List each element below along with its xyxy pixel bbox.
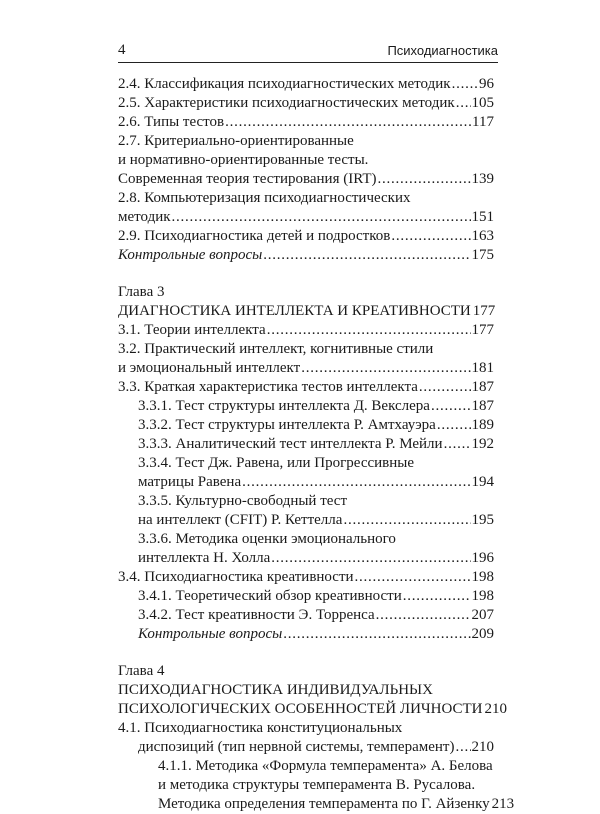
leader-dots (301, 359, 470, 378)
toc-entry-3-1[interactable]: 3.1. Теории интеллекта . . . 177 (118, 321, 494, 340)
leader-dots (391, 227, 470, 246)
toc-page: 177 (471, 322, 494, 338)
leader-dots (271, 549, 470, 568)
leader-dots (403, 587, 471, 606)
leader-dots (263, 246, 470, 265)
toc-page: 139 (471, 171, 494, 187)
toc-page: 195 (471, 512, 494, 528)
leader-dots (343, 511, 470, 530)
leader-dots (431, 397, 471, 416)
toc-entry-3-4[interactable]: 3.4. Психодиагностика креативности . . . 198 (118, 568, 494, 587)
chapter-3-label: Глава 3 (118, 284, 165, 300)
leader-dots (437, 416, 471, 435)
leader-dots (377, 170, 470, 189)
toc-entry-2-7[interactable] (118, 132, 494, 189)
leader-dots (355, 568, 471, 587)
toc-entry-3-3-4[interactable]: 3.3.4. Тест Дж. Равена, или Прогрессивные матрицы Равена . . . 194 (118, 454, 494, 492)
toc-page: 175 (471, 247, 494, 263)
toc-page: 151 (471, 209, 494, 225)
toc-entry-title: 2.6. Типы тестов (118, 114, 225, 130)
running-head: Психодиагностика (387, 43, 498, 58)
toc-entry-title: Контрольные вопросы (118, 247, 263, 263)
page-number: 4 (118, 42, 126, 58)
toc-entry-3-3-3[interactable]: 3.3.3. Аналитический тест интеллекта Р. Мейли . . . 192 (118, 435, 494, 454)
leader-dots (419, 378, 471, 397)
toc-entry-3-3-2[interactable]: 3.3.2. Тест структуры интеллекта Р. Амтхауэра . . . 189 (118, 416, 494, 435)
toc-entry-title: 2.4. Классификация психодиагностических методик (118, 76, 451, 92)
toc-page: 207 (471, 607, 494, 623)
toc-page: 181 (471, 360, 494, 376)
toc-entry-title-line: методик (118, 209, 171, 225)
toc-page: 117 (472, 114, 494, 130)
toc-entry-4-1[interactable]: 4.1. Психодиагностика конституциональных диспозиций (тип нервной системы, темперамент) . . . 210 (118, 719, 494, 757)
toc-entry-2-5[interactable] (118, 94, 494, 113)
toc-page: 192 (471, 436, 494, 452)
toc-entry-3-3-1[interactable]: 3.3.1. Тест структуры интеллекта Д. Векслера . . . 187 (118, 397, 494, 416)
toc-entry-title: 2.9. Психодиагностика детей и подростков (118, 228, 391, 244)
chapter-title: ДИАГНОСТИКА ИНТЕЛЛЕКТА И КРЕАТИВНОСТИ (118, 303, 471, 319)
toc-page: 187 (471, 379, 494, 395)
toc-entry-2-4[interactable] (118, 75, 494, 94)
leader-dots (452, 75, 478, 94)
toc-page: 209 (471, 626, 494, 642)
toc-entry-2-9[interactable] (118, 227, 494, 246)
toc-page: 198 (471, 569, 494, 585)
toc-entry-3-4-1[interactable]: 3.4.1. Теоретический обзор креативности . . . 198 (118, 587, 494, 606)
leader-dots (283, 625, 470, 644)
toc-entry-2-8[interactable] (118, 189, 494, 227)
chapter-title-line: ПСИХОДИАГНОСТИКА ИНДИВИДУАЛЬНЫХ (118, 682, 433, 698)
leader-dots (172, 208, 471, 227)
toc-entry-3-3-6[interactable]: 3.3.6. Методика оценки эмоционального интеллекта Н. Холла . . . 196 (118, 530, 494, 568)
leader-dots (242, 473, 470, 492)
leader-dots (456, 94, 471, 113)
toc-entry-title: 2.5. Характеристики психодиагностических методик (118, 95, 455, 111)
toc-entry-4-1-1[interactable]: 4.1.1. Методика «Формула темперамента» А. Белова и методика структуры темперамента В. Русалова. Методика определения темперамента по Г. Айзенку 213 (158, 758, 515, 812)
toc-page: 189 (471, 417, 494, 433)
toc-page: 194 (471, 474, 494, 490)
leader-dots (376, 606, 471, 625)
chapter-4-label: Глава 4 (118, 663, 165, 679)
chapter-title-line: ПСИХОЛОГИЧЕСКИХ ОСОБЕННОСТЕЙ ЛИЧНОСТИ (118, 701, 483, 717)
toc-page: 210 (484, 701, 507, 717)
toc-entry-2-6[interactable] (118, 113, 494, 132)
toc-page: 187 (471, 398, 494, 414)
toc-entry-control-questions-3[interactable]: Контрольные вопросы . . . 209 (118, 625, 494, 644)
leader-dots (267, 321, 471, 340)
toc-entry-title-line: 2.7. Критериально-ориентированные (118, 133, 354, 149)
toc-entry-title-line: и нормативно-ориентированные тесты. (118, 152, 369, 168)
toc-page: 210 (471, 739, 494, 755)
toc-page: 96 (479, 76, 494, 92)
leader-dots (444, 435, 471, 454)
toc-entry-title-line: Современная теория тестирования (IRT) (118, 171, 377, 187)
leader-dots (455, 738, 470, 757)
chapter-3-title[interactable] (118, 302, 494, 321)
toc-page: 177 (472, 303, 496, 319)
toc-page: 105 (471, 95, 494, 111)
toc-page: 198 (471, 588, 494, 604)
table-of-contents (118, 75, 515, 814)
toc-entry-control-questions-2[interactable] (118, 246, 494, 265)
toc-entry-title-line: 2.8. Компьютеризация психодиагностических (118, 190, 411, 206)
chapter-4-title[interactable] (118, 681, 507, 719)
toc-entry-3-2[interactable]: 3.2. Практический интеллект, когнитивные стили и эмоциональный интеллект . . . 181 (118, 340, 494, 378)
page-header (118, 40, 498, 63)
toc-page: 163 (471, 228, 494, 244)
leader-dots (225, 113, 471, 132)
toc-entry-3-3-5[interactable]: 3.3.5. Культурно-свободный тест на интеллект (CFIT) Р. Кеттелла . . . 195 (118, 492, 494, 530)
toc-page: 196 (471, 550, 494, 566)
toc-page: 213 (491, 796, 515, 812)
toc-entry-3-4-2[interactable]: 3.4.2. Тест креативности Э. Торренса . . . 207 (118, 606, 494, 625)
toc-entry-3-3[interactable]: 3.3. Краткая характеристика тестов интеллекта . . . 187 (118, 378, 494, 397)
